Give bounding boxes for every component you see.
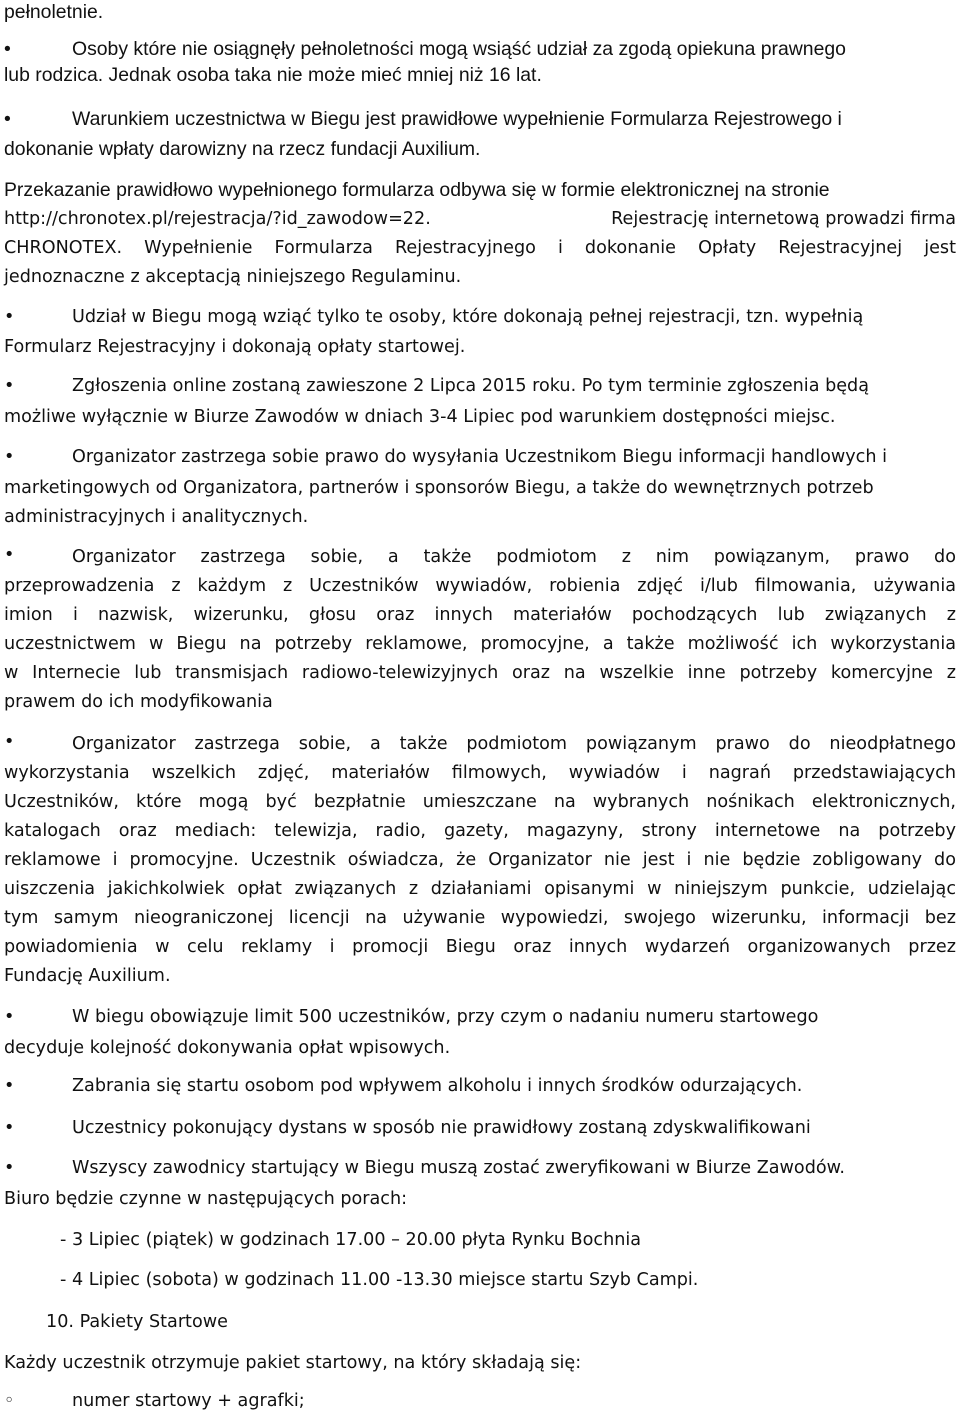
text-line: Organizator zastrzega sobie, a także podmiotom z nim powiązanym, prawo do (72, 547, 956, 567)
office-hours-item: - 3 Lipiec (piątek) w godzinach 17.00 – 20.00 płyta Rynku Bochnia (60, 1230, 642, 1250)
text-line: katalogach oraz mediach: telewizja, radio, gazety, magazyny, strony internetowe na potrzeby (4, 821, 956, 841)
text-line: Fundację Auxilium. (4, 966, 171, 986)
office-hours-item: - 4 Lipiec (sobota) w godzinach 11.00 -13.30 miejsce startu Szyb Campi. (60, 1270, 699, 1290)
text-line: pełnoletnie. (4, 1, 104, 23)
text-line: tym samym nieograniczonej licencji na używanie wypowiedzi, swojego wizerunku, informacji bez (4, 908, 956, 928)
text-line: Formularz Rejestracyjny i dokonają opłaty startowej. (4, 337, 466, 357)
text-line: przeprowadzenia z każdym z Uczestników wywiadów, robienia zdjęć i/lub filmowania, używania (4, 576, 956, 596)
text-line: jednoznaczne z akceptacją niniejszego Regulaminu. (4, 267, 462, 287)
text-line: Organizator zastrzega sobie, a także podmiotom powiązanym prawo do nieodpłatnego (72, 734, 956, 754)
bullet-icon: • (4, 1076, 15, 1096)
text-line: Warunkiem uczestnictwa w Biegu jest prawidłowe wypełnienie Formularza Rejestrowego i (72, 108, 842, 130)
text-line: wykorzystania wszelkich zdjęć, materiałów filmowych, wywiadów i nagrań przedstawiających (4, 763, 956, 783)
bullet-icon: • (4, 1007, 15, 1027)
text-line: Organizator zastrzega sobie prawo do wysyłania Uczestnikom Biegu informacji handlowych i (72, 447, 887, 467)
bullet-icon: • (4, 307, 15, 327)
text-line: Wszyscy zawodnicy startujący w Biegu muszą zostać zweryfikowani w Biurze Zawodów. (72, 1158, 845, 1178)
text-line: imion i nazwisk, wizerunku, głosu oraz innych materiałów pochodzących lub związanych z (4, 605, 956, 625)
text-line: Udział w Biegu mogą wziąć tylko te osoby, które dokonają pełnej rejestracji, tzn. wypełnią (72, 307, 864, 327)
section-heading: 10. Pakiety Startowe (46, 1312, 228, 1332)
text-line: decyduje kolejność dokonywania opłat wpisowych. (4, 1038, 451, 1058)
text-line: marketingowych od Organizatora, partnerów i sponsorów Biegu, a także do wewnętrznych potrzeb (4, 478, 874, 498)
text-line: dokonanie wpłaty darowizny na rzecz fundacji Auxilium. (4, 138, 481, 160)
bullet-icon: • (4, 1118, 15, 1138)
bullet-icon: • (4, 732, 15, 752)
text-line: Rejestrację internetową prowadzi firma (611, 209, 956, 229)
list-item: numer startowy + agrafki; (72, 1391, 305, 1411)
text-line: Przekazanie prawidłowo wypełnionego formularza odbywa się w formie elektronicznej na stronie (4, 179, 830, 201)
text-line: Każdy uczestnik otrzymuje pakiet startowy, na który składają się: (4, 1353, 582, 1373)
bullet-icon: • (4, 376, 15, 396)
text-line: Biuro będzie czynne w następujących porach: (4, 1189, 408, 1209)
text-line: Zgłoszenia online zostaną zawieszone 2 Lipca 2015 roku. Po tym terminie zgłoszenia będą (72, 376, 870, 396)
text-line: uiszczenia jakichkolwiek opłat związanych z działaniami opisanymi w niniejszym punkcie, udzielając (4, 879, 956, 899)
text-line: administracyjnych i analitycznych. (4, 507, 309, 527)
bullet-icon: • (4, 545, 15, 565)
registration-url: http://chronotex.pl/rejestracja/?id_zawodow=22. (4, 209, 431, 229)
text-line: w Internecie lub transmisjach radiowo-telewizyjnych oraz na wszelkie inne potrzeby komercyjne z (4, 663, 956, 683)
text-line: Uczestników, które mogą być bezpłatnie umieszczane na wybranych nośnikach elektronicznych, (4, 792, 956, 812)
text-line: reklamowe i promocyjne. Uczestnik oświadcza, że Organizator nie jest i nie będzie zobligowany do (4, 850, 956, 870)
text-line-split (4, 207, 956, 231)
text-line: CHRONOTEX. Wypełnienie Formularza Rejestracyjnego i dokonanie Opłaty Rejestracyjnej jest (4, 238, 956, 258)
circle-bullet-icon: ◦ (4, 1391, 15, 1411)
bullet-icon: • (4, 108, 11, 130)
bullet-icon: • (4, 447, 15, 467)
bullet-icon: • (4, 1158, 15, 1178)
text-line: uczestnictwem w Biegu na potrzeby reklamowe, promocyjne, a także możliwość ich wykorzystania (4, 634, 956, 654)
text-line: Uczestnicy pokonujący dystans w sposób nie prawidłowy zostaną zdyskwalifikowani (72, 1118, 811, 1138)
text-line: W biegu obowiązuje limit 500 uczestników, przy czym o nadaniu numeru startowego (72, 1007, 819, 1027)
text-line: lub rodzica. Jednak osoba taka nie może mieć mniej niż 16 lat. (4, 64, 542, 86)
bullet-icon: • (4, 38, 11, 60)
text-line: prawem do ich modyfikowania (4, 692, 273, 712)
text-line: Zabrania się startu osobom pod wpływem alkoholu i innych środków odurzających. (72, 1076, 803, 1096)
text-line: Osoby które nie osiągnęły pełnoletności mogą wsiąść udział za zgodą opiekuna prawnego (72, 38, 846, 60)
text-line: powiadomienia w celu reklamy i promocji Biegu oraz innych wydarzeń organizowanych przez (4, 937, 956, 957)
text-line: możliwe wyłącznie w Biurze Zawodów w dniach 3-4 Lipiec pod warunkiem dostępności miejsc. (4, 407, 836, 427)
